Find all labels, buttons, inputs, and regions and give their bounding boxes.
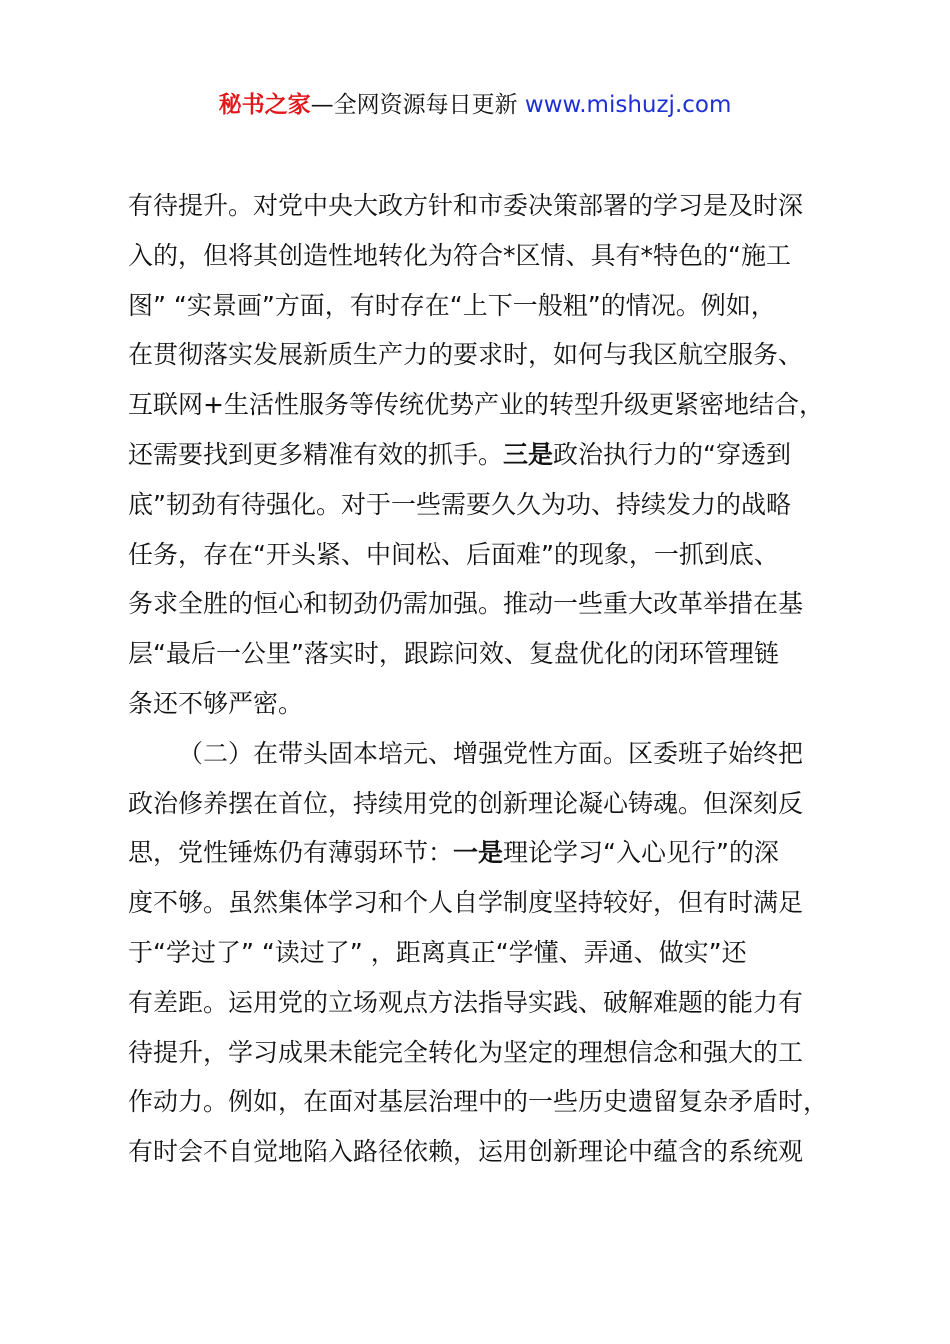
text-line <box>128 629 868 679</box>
text-segment: 互联网+生活性服务等传统优势产业的转型升级更紧密地结合， <box>128 390 824 420</box>
text-segment: 作动力。例如，在面对基层治理中的一些历史遗留复杂矛盾时， <box>128 1087 829 1117</box>
text-line <box>128 579 868 629</box>
text-segment: 务求全胜的恒心和韧劲仍需加强。推动一些重大改革举措在基 <box>128 589 804 619</box>
bold-text-segment: 一是 <box>453 838 504 868</box>
header-tagline: —全网资源每日更新 <box>310 92 525 118</box>
text-line <box>128 380 868 430</box>
text-line <box>128 878 868 928</box>
text-line <box>128 1127 868 1177</box>
text-segment: 于“学过了” “读过了” ，距离真正“学懂、弄通、做实”还 <box>128 937 747 967</box>
text-line <box>128 1077 868 1127</box>
text-line <box>128 330 868 380</box>
text-segment: 度不够。虽然集体学习和个人自学制度坚持较好，但有时满足 <box>128 888 804 918</box>
text-segment: 思，党性锤炼仍有薄弱环节： <box>128 838 454 868</box>
text-segment: 入的，但将其创造性地转化为符合*区情、具有*特色的“施工 <box>128 240 791 270</box>
text-line <box>128 281 868 331</box>
text-line <box>128 530 868 580</box>
text-segment: 图” “实景画”方面，有时存在“上下一般粗”的情况。例如， <box>128 290 776 320</box>
text-segment: 还需要找到更多精准有效的抓手。 <box>128 439 504 469</box>
text-line <box>128 928 868 978</box>
document-body <box>128 181 868 1177</box>
text-line <box>128 828 868 878</box>
text-line <box>128 181 868 231</box>
text-line <box>128 231 868 281</box>
text-segment: 有待提升。对党中央大政方针和市委决策部署的学习是及时深 <box>128 191 804 220</box>
text-segment: 层“最后一公里”落实时，跟踪问效、复盘优化的闭环管理链 <box>128 639 779 669</box>
text-line <box>128 729 868 779</box>
bold-text-segment: 三是 <box>503 439 554 469</box>
text-segment: 待提升，学习成果未能完全转化为坚定的理想信念和强大的工 <box>128 1037 804 1067</box>
brand-name: 秘书之家 <box>218 92 311 118</box>
text-segment: 政治修养摆在首位，持续用党的创新理论凝心铸魂。但深刻反 <box>128 788 804 818</box>
text-segment: 在贯彻落实发展新质生产力的要求时，如何与我区航空服务、 <box>128 340 804 370</box>
text-line <box>128 779 868 829</box>
text-segment: 有时会不自觉地陷入路径依赖，运用创新理论中蕴含的系统观 <box>128 1137 804 1167</box>
text-segment: 政治执行力的“穿透到 <box>553 439 791 469</box>
text-segment: 理论学习“入心见行”的深 <box>503 838 779 868</box>
text-segment: （二）在带头固本培元、增强党性方面。区委班子始终把 <box>178 738 804 768</box>
text-line <box>128 1028 868 1078</box>
text-segment: 任务，存在“开头紧、中间松、后面难”的现象，一抓到底、 <box>128 539 779 569</box>
text-line <box>128 679 868 729</box>
text-segment: 底”韧劲有待强化。对于一些需要久久为功、持续发力的战略 <box>128 489 791 519</box>
text-line <box>128 430 868 480</box>
site-url-link[interactable]: www.mishuzj.com <box>524 92 732 118</box>
text-segment: 条还不够严密。 <box>128 688 304 718</box>
page-header <box>0 88 950 122</box>
text-segment: 有差距。运用党的立场观点方法指导实践、破解难题的能力有 <box>128 987 804 1017</box>
text-line <box>128 480 868 530</box>
text-line <box>128 978 868 1028</box>
